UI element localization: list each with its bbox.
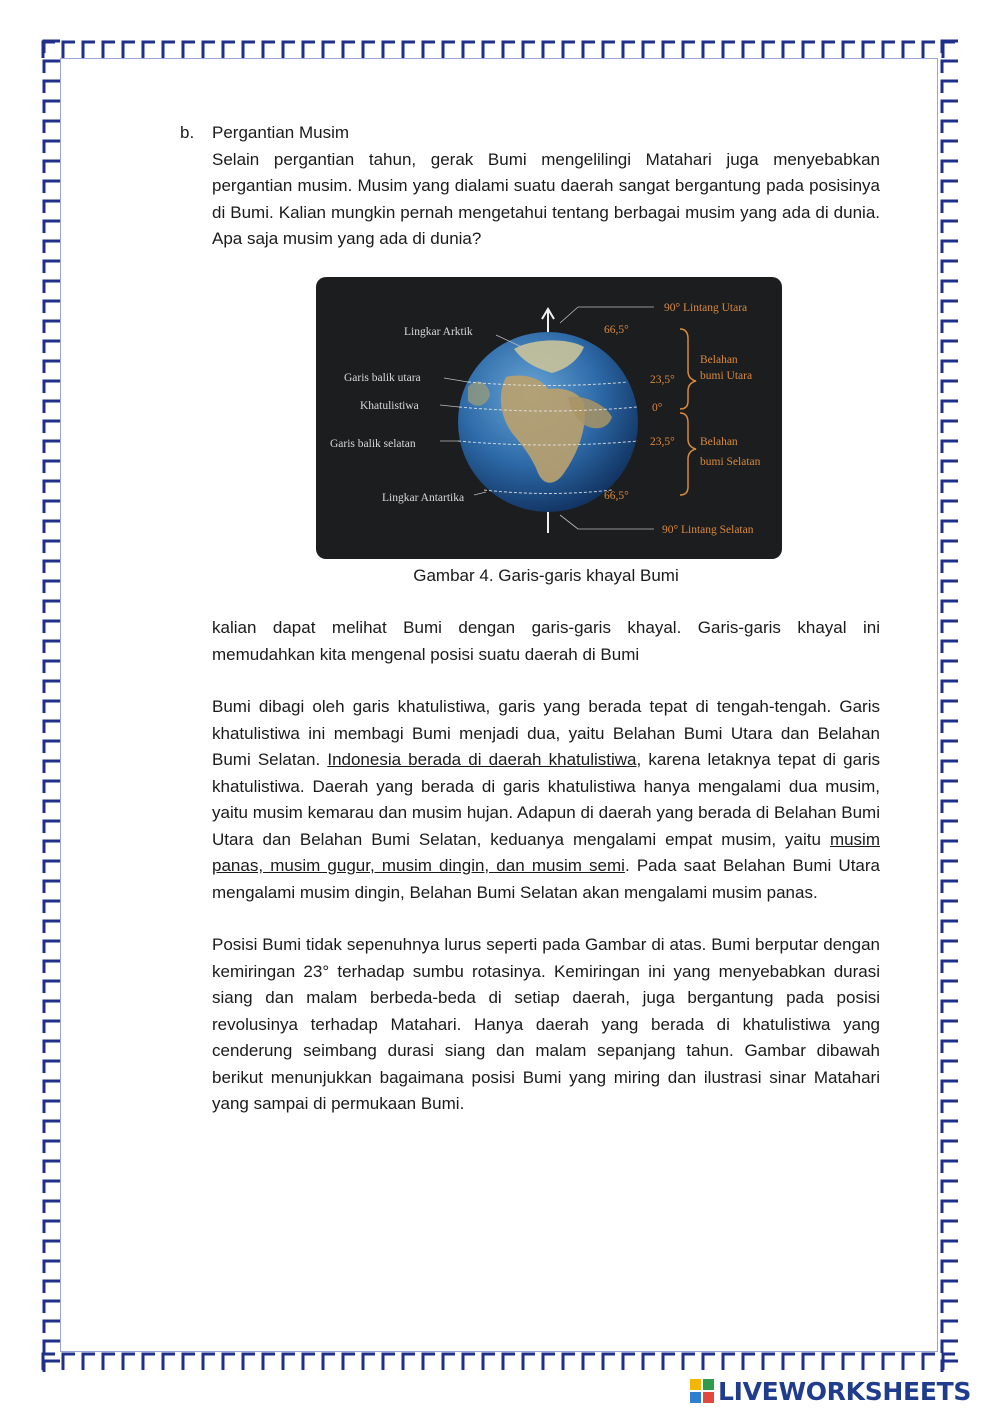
figure-caption: Gambar 4. Garis-garis khayal Bumi xyxy=(413,565,679,585)
label-belahan-selatan-2: bumi Selatan xyxy=(700,455,761,468)
page-border-left xyxy=(40,38,62,1372)
label-66-5-north: 66,5° xyxy=(604,323,629,336)
paragraph-garis-khayal: kalian dapat melihat Bumi dengan garis-garis khayal. Garis-garis khayal ini memudahkan kita mengenal posisi suatu daerah di Bumi xyxy=(212,618,880,664)
worksheet-content xyxy=(180,120,880,1118)
earth-figure xyxy=(316,277,782,559)
section-title: Pergantian Musim xyxy=(212,123,350,142)
label-garis-balik-selatan: Garis balik selatan xyxy=(330,437,416,450)
p2-text-c: . Pada saat Belahan Bumi Utara mengalami musim dingin, Belahan Bumi Selatan akan mengalami musim panas. xyxy=(212,856,880,902)
label-23-5-north: 23,5° xyxy=(650,373,675,386)
label-lingkar-arktik: Lingkar Arktik xyxy=(404,325,473,338)
p2-underline-musim: musim panas, musim gugur, musim dingin, dan musim semi xyxy=(212,829,880,875)
intro-paragraph: Selain pergantian tahun, gerak Bumi mengelilingi Matahari juga menyebabkan pergantian musim. Musim yang dialami suatu daerah sangat bergantung pada posisinya di Bumi. Kalian mungkin pernah mengetahui tentang berbagai musim yang ada di dunia. Apa saja musim yang ada di dunia? xyxy=(212,149,880,248)
label-khatulistiwa: Khatulistiwa xyxy=(360,399,419,412)
paragraph-kemiringan: Posisi Bumi tidak sepenuhnya lurus seperti pada Gambar di atas. Bumi berputar dengan kemiringan 23° terhadap sumbu rotasinya. Kemiringan ini yang menyebabkan durasi siang dan malam berbeda-beda di setiap daerah, juga bergantung pada posisi revolusinya terhadap Matahari. Hanya daerah yang berada di khatulistiwa yang cenderung seimbang durasi siang dan malam sepanjang tahun. Gambar dibawah berikut menunjukkan bagaimana posisi Bumi yang miring dan ilustrasi sinar Matahari yang sampai di permukaan Bumi. xyxy=(212,935,880,1113)
section-marker: b. xyxy=(180,123,195,142)
p2-underline-indonesia: Indonesia berada di daerah khatulistiwa xyxy=(327,750,637,769)
p2-text-a: Bumi dibagi oleh garis khatulistiwa, garis yang berada tepat di tengah-tengah. Garis khatulistiwa ini membagi Bumi menjadi dua, yaitu Belahan Bumi Utara dan Belahan Bumi Selatan. xyxy=(212,697,880,769)
liveworksheets-logo-icon xyxy=(690,1379,714,1403)
page-border-bottom xyxy=(40,1350,960,1372)
label-90-lintang-selatan: 90° Lintang Selatan xyxy=(662,523,754,536)
label-23-5-south: 23,5° xyxy=(650,435,675,448)
page-border-top xyxy=(40,38,960,60)
label-0-degree: 0° xyxy=(652,401,663,414)
label-belahan-selatan-1: Belahan xyxy=(700,435,738,448)
label-lingkar-antartika: Lingkar Antartika xyxy=(382,491,465,504)
label-belahan-utara-2: bumi Utara xyxy=(700,369,753,382)
p2-text-b: , karena letaknya tepat di garis khatulistiwa. Daerah yang berada di garis khatulistiwa hanya mengalami dua musim, yaitu musim kemarau dan musim hujan. Adapun di daerah yang berada di Belahan Bumi Utara dan Belahan Bumi Selatan, keduanya mengalami empat musim, yaitu xyxy=(212,750,881,849)
liveworksheets-logo xyxy=(690,1376,971,1406)
label-garis-balik-utara: Garis balik utara xyxy=(344,371,421,384)
section-heading xyxy=(180,120,880,147)
earth-illustration xyxy=(316,277,782,559)
label-66-5-south: 66,5° xyxy=(604,489,629,502)
liveworksheets-logo-text: LIVEWORKSHEETS xyxy=(718,1376,972,1406)
label-belahan-utara-1: Belahan xyxy=(700,353,738,366)
label-90-lintang-utara: 90° Lintang Utara xyxy=(664,301,748,314)
page-border-right xyxy=(938,38,960,1372)
paragraph-khatulistiwa xyxy=(212,694,880,906)
